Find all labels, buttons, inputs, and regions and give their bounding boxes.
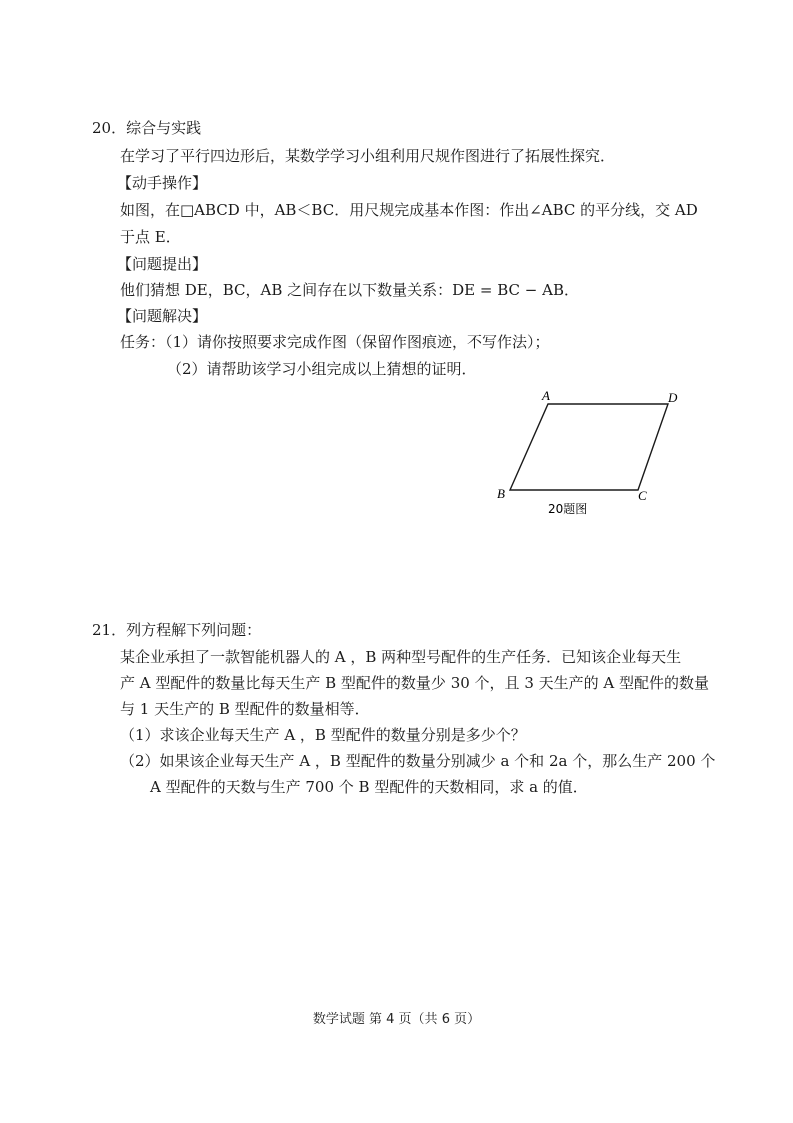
vertex-label-b: B bbox=[497, 486, 505, 501]
vertex-label-c: C bbox=[638, 488, 647, 503]
q20-section-operation: 【动手操作】 bbox=[117, 174, 208, 192]
q20-section-problem: 【问题提出】 bbox=[117, 255, 208, 273]
parallelogram-diagram bbox=[480, 382, 700, 522]
vertex-label-d: D bbox=[668, 390, 678, 405]
q20-operation-line2: 于点 E． bbox=[120, 228, 181, 246]
q20-heading: 20．综合与实践 bbox=[92, 119, 202, 137]
vertex-label-a: A bbox=[542, 388, 550, 403]
q21-sub2-line2: A 型配件的天数与生产 700 个 B 型配件的天数相同，求 a 的值． bbox=[150, 778, 588, 796]
q21-heading: 21．列方程解下列问题： bbox=[92, 621, 262, 639]
q21-line1: 某企业承担了一款智能机器人的 A ，B 两种型号配件的生产任务．已知该企业每天生 bbox=[120, 648, 682, 666]
parallelogram-shape bbox=[510, 404, 668, 490]
page-footer: 数学试题 第 4 页（共 6 页） bbox=[312, 1012, 481, 1027]
q21-sub2-line1: （2）如果该企业每天生产 A ，B 型配件的数量分别减少 a 个和 2a 个，那么生产 200 个 bbox=[120, 752, 716, 770]
q21-line3: 与 1 天生产的 B 型配件的数量相等． bbox=[120, 700, 370, 718]
q20-task2: （2）请帮助该学习小组完成以上猜想的证明． bbox=[167, 360, 477, 378]
q21-line2: 产 A 型配件的数量比每天生产 B 型配件的数量少 30 个，且 3 天生产的 A 型配件的数量 bbox=[120, 674, 710, 692]
q20-intro: 在学习了平行四边形后，某数学学习小组利用尺规作图进行了拓展性探究． bbox=[120, 147, 616, 165]
q20-operation-line1: 如图，在□ABCD 中，AB＜BC．用尺规完成基本作图：作出∠ABC 的平分线，交 AD bbox=[120, 201, 698, 219]
figure-caption: 20题图 bbox=[548, 502, 588, 516]
q21-sub1: （1）求该企业每天生产 A ，B 型配件的数量分别是多少个？ bbox=[120, 726, 526, 744]
q20-section-solve: 【问题解决】 bbox=[117, 307, 208, 325]
q20-problem-line: 他们猜想 DE，BC，AB 之间存在以下数量关系：DE = BC − AB． bbox=[120, 281, 579, 299]
parallelogram-figure bbox=[480, 382, 700, 522]
q20-task1: 任务：（1）请你按照要求完成作图（保留作图痕迹，不写作法）； bbox=[120, 333, 550, 351]
